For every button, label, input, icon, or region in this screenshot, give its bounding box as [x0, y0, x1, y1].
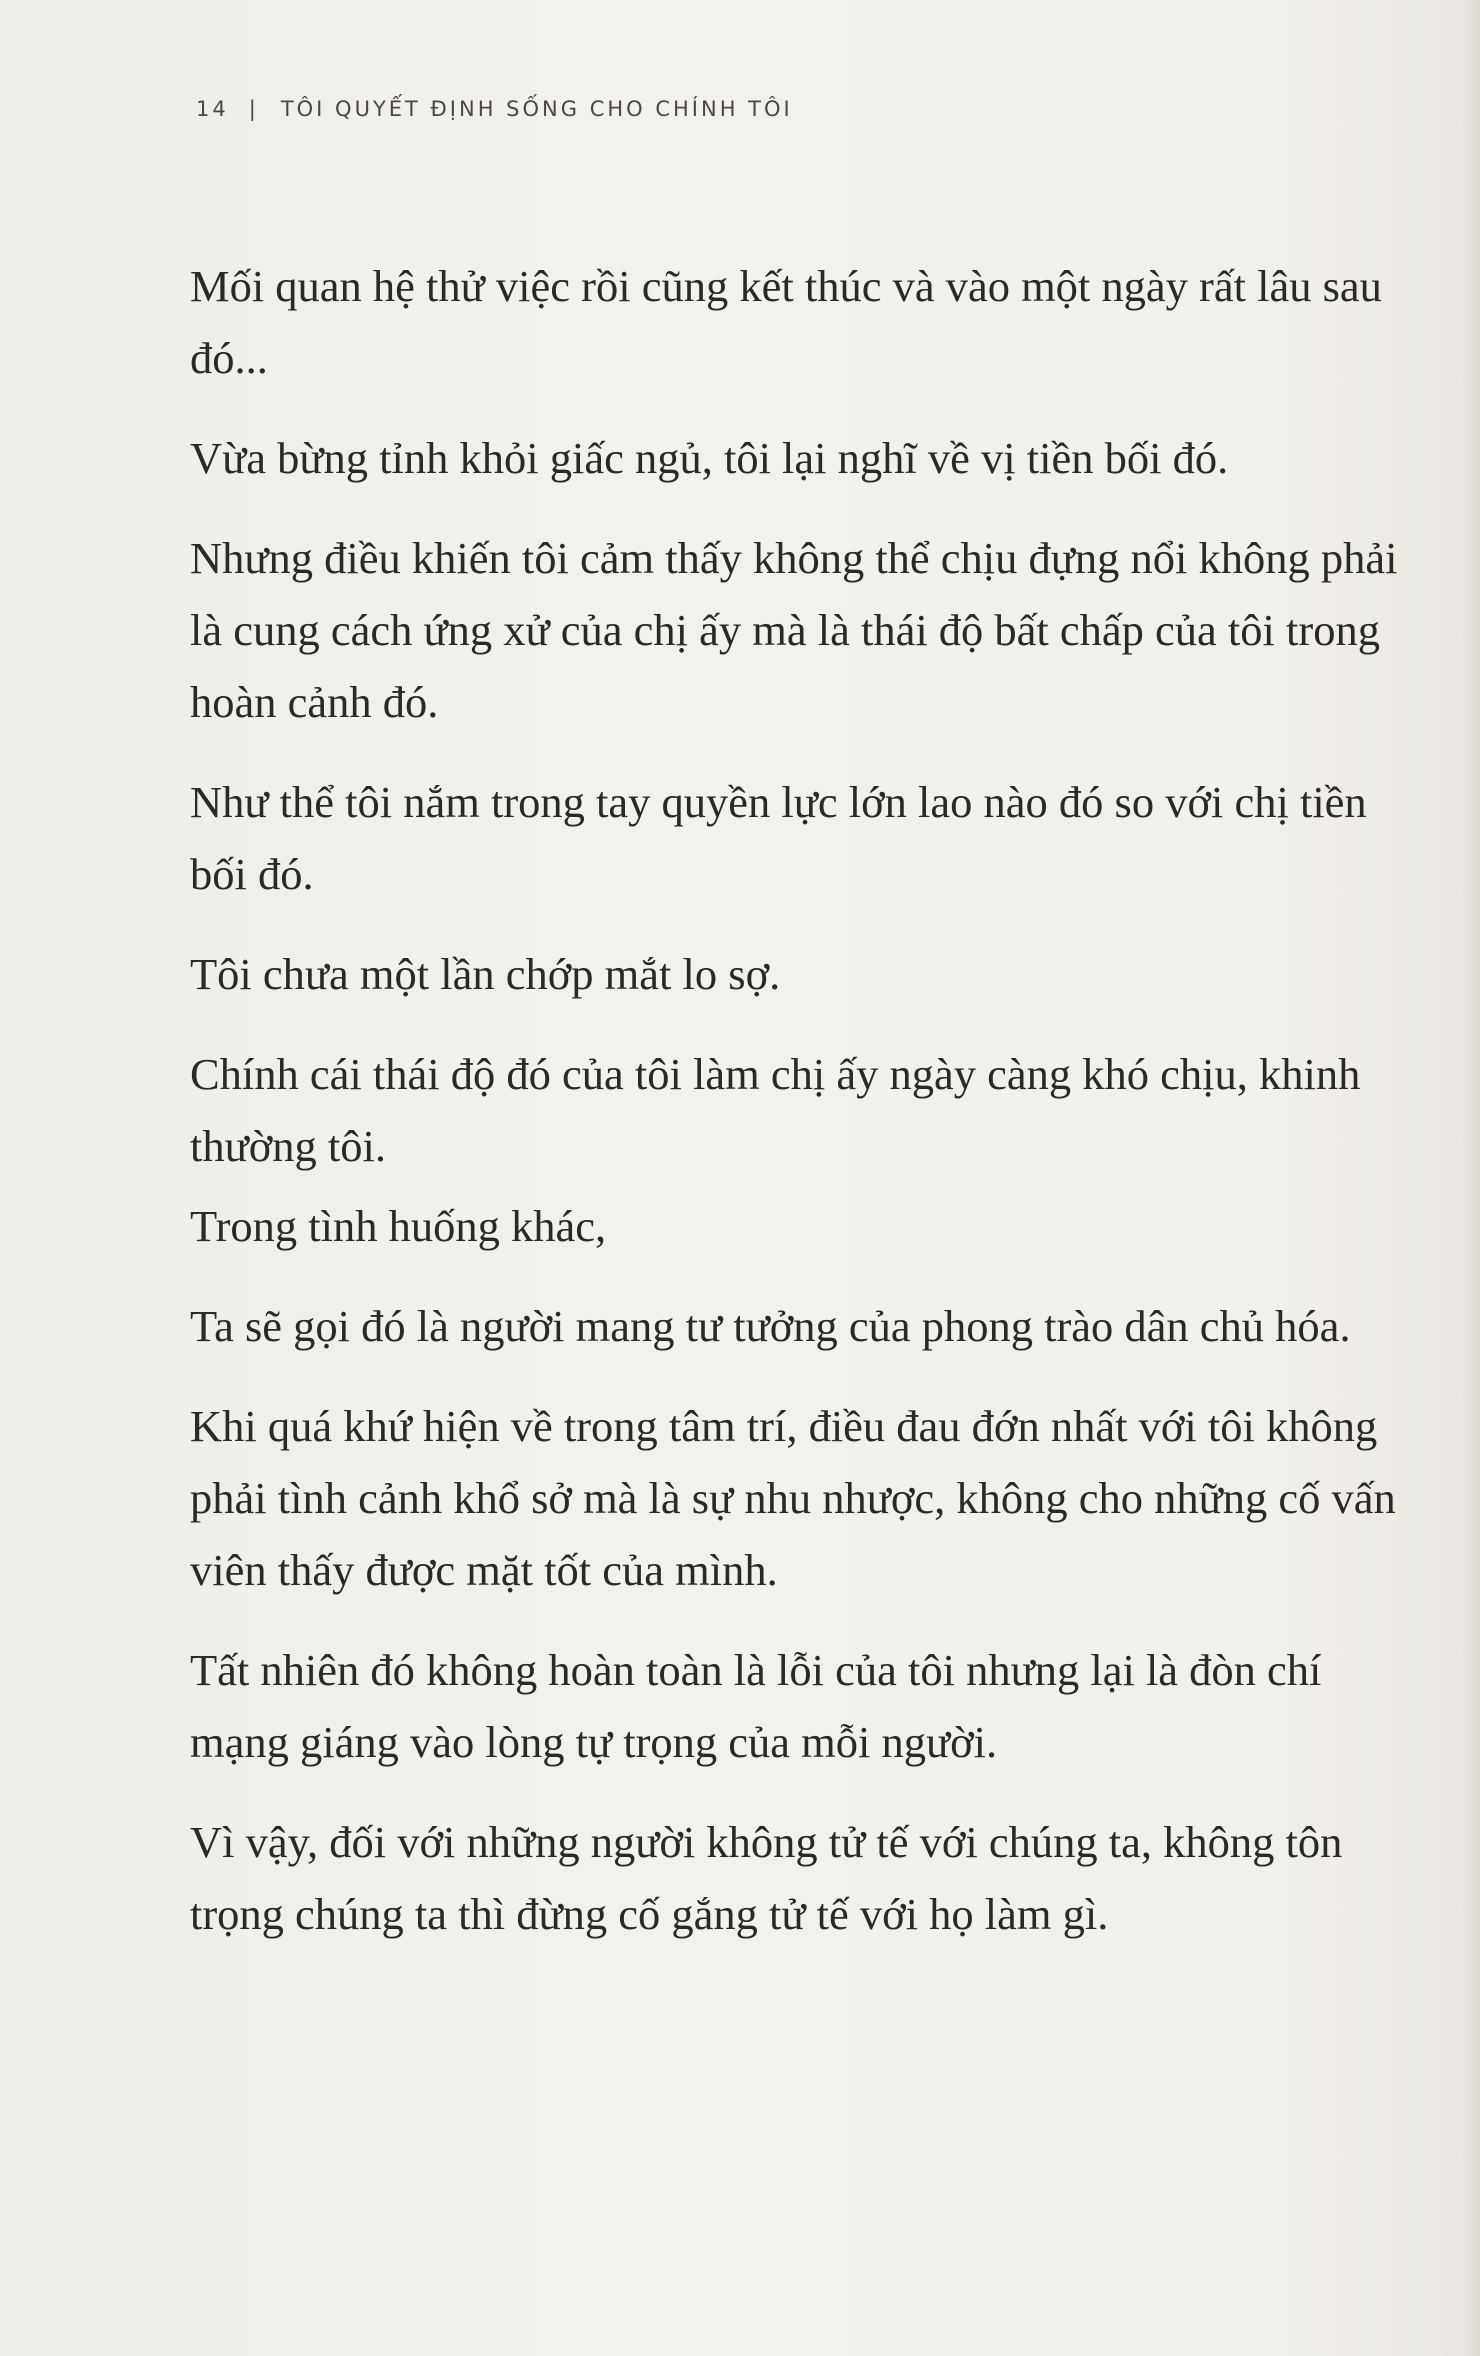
paragraph: Ta sẽ gọi đó là người mang tư tưởng của phong trào dân chủ hóa.	[190, 1301, 1351, 1351]
paragraph: Tôi chưa một lần chớp mắt lo sợ.	[190, 949, 781, 999]
paragraph: Chính cái thái độ đó của tôi làm chị ấy ngày càng khó chịu, khinh thường tôi.	[190, 1049, 1361, 1171]
book-title: TÔI QUYẾT ĐỊNH SỐNG CHO CHÍNH TÔI	[280, 97, 793, 121]
paragraph: Vừa bừng tỉnh khỏi giấc ngủ, tôi lại nghĩ về vị tiền bối đó.	[190, 433, 1229, 483]
paragraph: Trong tình huống khác,	[190, 1201, 607, 1251]
header-separator: |	[248, 97, 259, 121]
running-header	[196, 94, 793, 124]
page-edge-shadow	[1462, 0, 1480, 2356]
paragraph: Tất nhiên đó không hoàn toàn là lỗi của tôi nhưng lại là đòn chí mạng giáng vào lòng tự trọng của mỗi người.	[190, 1645, 1322, 1767]
paragraph: Như thể tôi nắm trong tay quyền lực lớn lao nào đó so với chị tiền bối đó.	[190, 777, 1367, 899]
paragraph: Mối quan hệ thử việc rồi cũng kết thúc và vào một ngày rất lâu sau đó...	[190, 261, 1382, 383]
body-text	[190, 250, 1430, 1978]
page-number: 14	[196, 97, 229, 121]
paragraph: Vì vậy, đối với những người không tử tế với chúng ta, không tôn trọng chúng ta thì đừng cố gắng tử tế với họ làm gì.	[190, 1817, 1343, 1939]
paragraph: Nhưng điều khiến tôi cảm thấy không thể chịu đựng nổi không phải là cung cách ứng xử của chị ấy mà là thái độ bất chấp của tôi trong hoàn cảnh đó.	[190, 533, 1398, 727]
paragraph: Khi quá khứ hiện về trong tâm trí, điều đau đớn nhất với tôi không phải tình cảnh khổ sở mà là sự nhu nhược, không cho những cố vấn viên thấy được mặt tốt của mình.	[190, 1401, 1396, 1595]
